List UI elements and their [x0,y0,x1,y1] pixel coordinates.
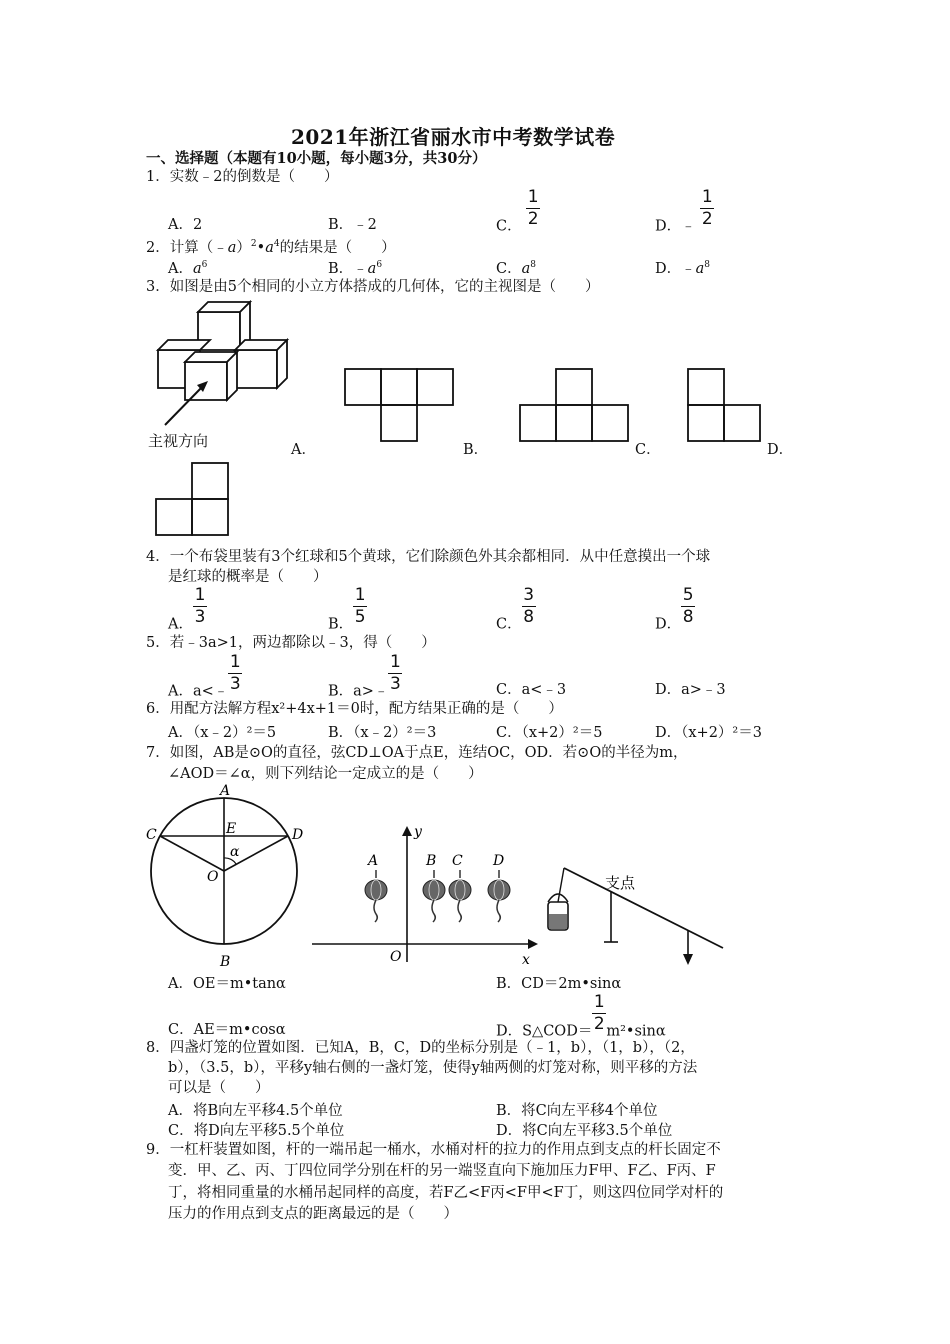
fraction: $\frac{1}{2}$ [593,992,605,1035]
lever-bar [564,868,723,948]
lantern-d [488,870,510,922]
q4-option-d: D． $\frac{5}{8}$ [655,585,694,633]
q8-lantern-figure [310,822,540,967]
lantern-b-label: B [426,853,437,869]
label-c: C [146,827,157,843]
q4-option-a: A． $\frac{1}{3}$ [168,585,206,633]
q5-option-b: B．a>﹣ $\frac{1}{3}$ [328,652,401,700]
q8-stem-line1: 8．四盏灯笼的位置如图．已知A，B，C，D的坐标分别是（﹣1，b），（1，b），（2， [146,1040,695,1056]
q3-option-c-figure [686,368,764,444]
q7-option-b: B．CD＝2m•sinα [496,976,622,992]
q9-stem-line3: 丁，将相同重量的水桶吊起同样的高度，若F乙<F丙<F甲<F丁，则这四位同学对杆的 [168,1185,724,1201]
q3-option-c: C． [635,442,661,458]
y-axis-label: y [414,824,422,840]
q3-option-d: D． [767,442,794,458]
q1-option-a: A．2 [168,217,203,233]
q3-option-a-figure [344,368,454,444]
q2-option-d: D．$﹣a^8$ [655,260,711,277]
view-direction-label: 主视方向 [148,432,209,450]
q2-option-c: C．$a^8$ [496,260,536,277]
fraction: $\frac{5}{8}$ [682,585,694,628]
lantern-c-label: C [452,853,463,869]
lantern-a [365,870,387,922]
q1-option-d [655,188,714,236]
fraction: $\frac{1}{2}$ [701,187,713,230]
q1-option-d-label: D．﹣ [655,218,696,235]
q9-stem-line4: 压力的作用点到支点的距离最远的是（ ） [168,1206,458,1222]
fraction: $\frac{1}{3}$ [229,652,241,695]
origin-label: O [390,949,402,965]
label-d: D [292,827,304,843]
q7-stem-line1: 7．如图，AB是⊙O的直径，弦CD⊥OA于点E，连结OC，OD．若⊙O的半径为m， [146,745,688,761]
q7-option-a: A．OE＝m•tanα [168,976,286,992]
section-heading: 一、选择题（本题有10小题，每小题3分，共30分） [146,150,487,167]
view-direction-arrow [165,386,203,425]
label-o: O [207,869,219,885]
q1-option-c-label: C． [496,218,522,235]
q3-option-b: B． [463,442,489,458]
q4-option-c: C． $\frac{3}{8}$ [496,585,535,633]
segment-oc [160,836,224,871]
q1-stem: 1．实数﹣2的倒数是（ ） [146,169,339,185]
q3-stem: 3．如图是由5个相同的小立方体搭成的几何体，它的主视图是（ ） [146,279,600,295]
q8-stem-line2: b），（3.5，b），平移y轴右侧的一盏灯笼，使得y轴两侧的灯笼对称，则平移的方法 [168,1060,698,1076]
q1-option-c [496,188,540,236]
q5-option-c: C．a<﹣3 [496,682,567,698]
lantern-c [449,870,471,922]
fraction: $\frac{1}{5}$ [354,585,366,628]
q9-stem-line1: 9．一杠杆装置如图，杆的一端吊起一桶水，水桶对杆的拉力的作用点到支点的杆长固定不 [146,1142,721,1158]
q6-option-a: A．（x﹣2）²＝5 [168,725,277,741]
q4-stem-line2: 是红球的概率是（ ） [168,569,328,585]
lantern-b [423,870,445,922]
page-title: 2021年浙江省丽水市中考数学试卷 [291,125,616,149]
q2-stem: 2．计算$(﹣a)^2•a^4$的结果是（ ） [146,239,396,256]
label-e: E [226,821,237,837]
fraction: $\frac{1}{3}$ [194,585,206,628]
q6-option-c: C．（x+2）²＝5 [496,725,603,741]
q7-option-d: D．S△COD＝ $\frac{1}{2}$ m²•sinα [496,992,666,1040]
q1-option-b: B．﹣2 [328,217,377,233]
q6-stem: 6．用配方法解方程x²+4x+1＝0时，配方结果正确的是（ ） [146,701,563,717]
x-axis-label: x [522,952,530,967]
lantern-d-label: D [493,853,505,869]
q7-option-c: C．AE＝m•cosα [168,1022,286,1038]
q9-stem-line2: 变．甲、乙、丙、丁四位同学分别在杆的另一端竖直向下施加压力F甲、F乙、F丙、F [168,1163,716,1179]
q7-circle-figure [140,780,310,975]
fraction: $\frac{3}{8}$ [523,585,535,628]
q3-option-d-figure [154,462,232,538]
label-b: B [220,954,231,970]
q9-lever-figure [540,862,730,972]
q3-option-b-figure [518,368,630,444]
fraction: $\frac{1}{3}$ [390,652,401,695]
q3-option-a: A． [291,442,316,458]
q7-stem-line2: ∠AOD＝∠α，则下列结论一定成立的是（ ） [168,766,483,782]
q4-option-b: B． $\frac{1}{5}$ [328,585,366,633]
q4-stem-line1: 4．一个布袋里装有3个红球和5个黄球，它们除颜色外其余都相同．从中任意摸出一个球 [146,549,711,565]
q2-option-a: A．$a^6$ [168,260,208,277]
q8-option-a: A．将B向左平移4.5个单位 [168,1103,343,1119]
q6-option-d: D．（x+2）²＝3 [655,725,762,741]
fulcrum-label: 支点 [605,874,636,892]
q5-option-d: D．a>﹣3 [655,682,726,698]
q6-option-b: B．（x﹣2）²＝3 [328,725,437,741]
lantern-a-label: A [368,853,379,869]
q8-option-d: D．将C向左平移3.5个单位 [496,1123,673,1139]
q8-option-b: B．将C向左平移4个单位 [496,1103,658,1119]
label-a: A [220,783,231,799]
q8-option-c: C．将D向左平移5.5个单位 [168,1123,345,1139]
q5-option-a: A．a<﹣ $\frac{1}{3}$ [168,652,241,700]
q8-stem-line3: 可以是（ ） [168,1080,270,1096]
fraction: $\frac{1}{2}$ [527,187,539,230]
q2-option-b: B．$﹣a^6$ [328,260,383,277]
label-alpha: α [230,844,240,860]
q5-stem: 5．若﹣3a>1，两边都除以﹣3，得（ ） [146,635,436,651]
